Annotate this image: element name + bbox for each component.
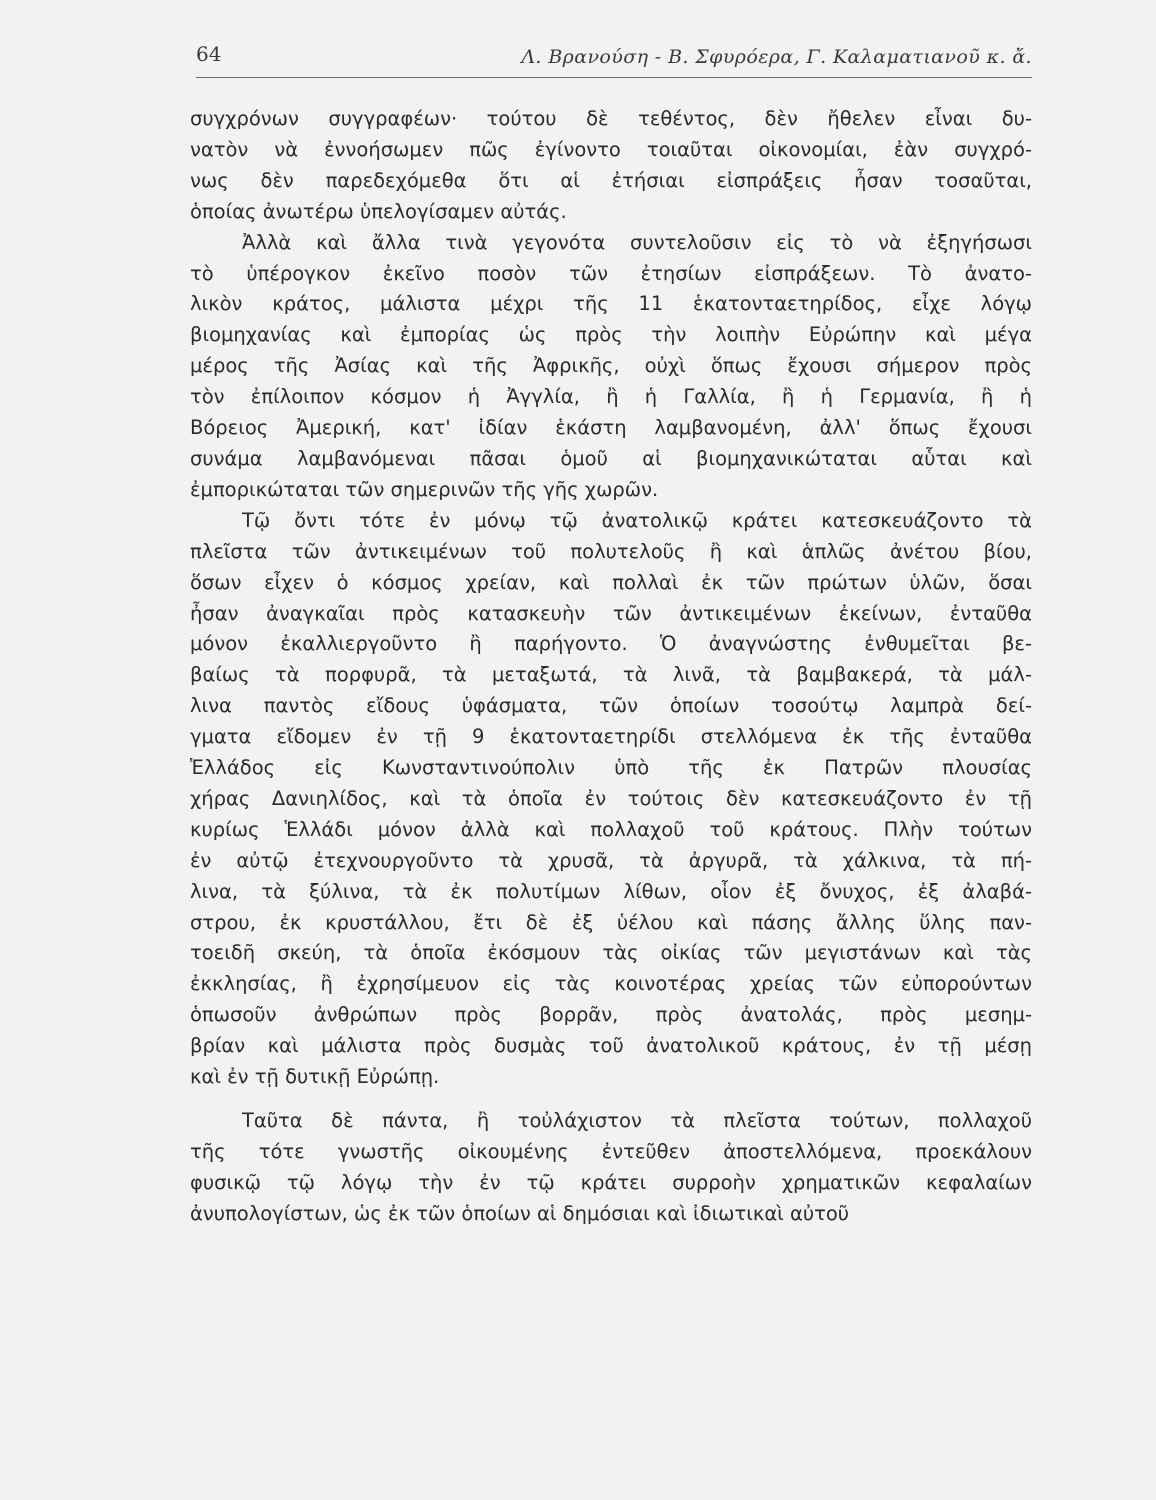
- text-line: τοειδῆ σκεύη, τὰ ὁποῖα ἐκόσμουν τὰς οἰκίας τῶν μεγιστάνων καὶ τὰς: [190, 941, 1032, 965]
- text-line: ὁποίας ἀνωτέρω ὑπελογίσαμεν αὐτάς.: [190, 199, 567, 223]
- text-line: τῆς τότε γνωστῆς οἰκουμένης ἐντεῦθεν ἀποστελλόμενα, προεκάλουν: [190, 1139, 1032, 1163]
- body-text: [190, 104, 1032, 1230]
- text-line: τὸν ἐπίλοιπον κόσμον ἡ Ἀγγλία, ἢ ἡ Γαλλία, ἢ ἡ Γερμανία, ἢ ἡ: [190, 385, 1032, 409]
- text-line: ὁπωσοῦν ἀνθρώπων πρὸς βορρᾶν, πρὸς ἀνατολάς, πρὸς μεσημ-: [190, 1003, 1032, 1027]
- text-line: νατὸν νὰ ἐννοήσωμεν πῶς ἐγίνοντο τοιαῦται οἰκονομίαι, ἐὰν συγχρό-: [190, 137, 1032, 161]
- text-line: μέρος τῆς Ἀσίας καὶ τῆς Ἀφρικῆς, οὐχὶ ὅπως ἔχουσι σήμερον πρὸς: [190, 354, 1032, 378]
- paragraph: [190, 1106, 1032, 1230]
- text-line: ἀνυπολογίστων, ὡς ἐκ τῶν ὁποίων αἱ δημόσιαι καὶ ἰδιωτικαὶ αὐτοῦ: [190, 1201, 850, 1225]
- paragraph: [190, 506, 1032, 1093]
- text-line: κυρίως Ἑλλάδι μόνον ἀλλὰ καὶ πολλαχοῦ τοῦ κράτους. Πλὴν τούτων: [190, 817, 1032, 841]
- header-rule: [196, 77, 1032, 78]
- page-number: 64: [196, 42, 222, 66]
- text-line: λινα παντὸς εἴδους ὑφάσματα, τῶν ὁποίων τοσούτῳ λαμπρὰ δεί-: [190, 694, 1032, 718]
- text-line: γματα εἴδομεν ἐν τῇ 9 ἑκατονταετηρίδι στελλόμενα ἐκ τῆς ἐνταῦθα: [190, 725, 1032, 749]
- text-line: Βόρειος Ἀμερική, κατ' ἰδίαν ἑκάστη λαμβανομένη, ἀλλ' ὅπως ἔχουσι: [190, 416, 1032, 440]
- text-line: νως δὲν παρεδεχόμεθα ὅτι αἱ ἐτήσιαι εἰσπράξεις ἦσαν τοσαῦται,: [190, 168, 1032, 192]
- text-line: ἐν αὐτῷ ἐτεχνουργοῦντο τὰ χρυσᾶ, τὰ ἀργυρᾶ, τὰ χάλκινα, τὰ πή-: [190, 848, 1032, 872]
- text-line: τὸ ὑπέρογκον ἐκεῖνο ποσὸν τῶν ἐτησίων εἰσπράξεων. Τὸ ἀνατο-: [190, 261, 1032, 285]
- text-line: συγχρόνων συγγραφέων· τούτου δὲ τεθέντος, δὲν ἤθελεν εἶναι δυ-: [190, 107, 1032, 130]
- text-line: καὶ ἐν τῇ δυτικῇ Εὐρώπῃ.: [190, 1065, 440, 1089]
- text-line: ἦσαν ἀναγκαῖαι πρὸς κατασκευὴν τῶν ἀντικειμένων ἐκείνων, ἐνταῦθα: [190, 601, 1032, 625]
- text-line: Ἑλλάδος εἰς Κωνσταντινούπολιν ὑπὸ τῆς ἐκ Πατρῶν πλουσίας: [190, 756, 1032, 780]
- text-line: στρου, ἐκ κρυστάλλου, ἔτι δὲ ἐξ ὑέλου καὶ πάσης ἄλλης ὕλης παν-: [190, 910, 1032, 934]
- text-line: ὅσων εἶχεν ὁ κόσμος χρείαν, καὶ πολλαὶ ἐκ τῶν πρώτων ὑλῶν, ὅσαι: [190, 570, 1032, 594]
- paragraph-gap: [190, 1093, 1032, 1106]
- text-line: Ἀλλὰ καὶ ἄλλα τινὰ γεγονότα συντελοῦσιν εἰς τὸ νὰ ἐξηγήσωσι: [242, 230, 1032, 254]
- text-line: βρίαν καὶ μάλιστα πρὸς δυσμὰς τοῦ ἀνατολικοῦ κράτους, ἐν τῇ μέσῃ: [190, 1034, 1032, 1058]
- text-line: βαίως τὰ πορφυρᾶ, τὰ μεταξωτά, τὰ λινᾶ, τὰ βαμβακερά, τὰ μάλ-: [190, 663, 1032, 687]
- text-line: πλεῖστα τῶν ἀντικειμένων τοῦ πολυτελοῦς ἢ καὶ ἁπλῶς ἀνέτου βίου,: [190, 539, 1032, 563]
- text-line: λινα, τὰ ξύλινα, τὰ ἐκ πολυτίμων λίθων, οἷον ἐξ ὄνυχος, ἐξ ἀλαβά-: [190, 879, 1032, 903]
- page-header: [196, 40, 1032, 80]
- text-line: φυσικῷ τῷ λόγῳ τὴν ἐν τῷ κράτει συρροὴν χρηματικῶν κεφαλαίων: [190, 1170, 1032, 1194]
- text-line: χήρας Δανιηλίδος, καὶ τὰ ὁποῖα ἐν τούτοις δὲν κατεσκευάζοντο ἐν τῇ: [190, 786, 1032, 810]
- text-line: Τῷ ὄντι τότε ἐν μόνῳ τῷ ἀνατολικῷ κράτει κατεσκευάζοντο τὰ: [242, 508, 1032, 532]
- text-line: λικὸν κράτος, μάλιστα μέχρι τῆς 11 ἑκατονταετηρίδος, εἶχε λόγῳ: [190, 292, 1032, 316]
- text-line: συνάμα λαμβανόμεναι πᾶσαι ὁμοῦ αἱ βιομηχανικώταται αὗται καὶ: [190, 446, 1032, 470]
- text-line: ἐμπορικώταται τῶν σημερινῶν τῆς γῆς χωρῶν.: [190, 477, 659, 501]
- paragraph: [190, 228, 1032, 506]
- running-head: Λ. Βρανούση - Β. Σφυρόερα, Γ. Καλαματιανοῦ κ. ἄ.: [521, 46, 1032, 68]
- text-line: μόνον ἐκαλλιεργοῦντο ἢ παρήγοντο. Ὁ ἀναγνώστης ἐνθυμεῖται βε-: [190, 632, 1032, 656]
- paragraph: [190, 104, 1032, 228]
- text-line: Ταῦτα δὲ πάντα, ἢ τοὐλάχιστον τὰ πλεῖστα τούτων, πολλαχοῦ: [242, 1109, 1032, 1132]
- text-line: βιομηχανίας καὶ ἐμπορίας ὡς πρὸς τὴν λοιπὴν Εὐρώπην καὶ μέγα: [190, 323, 1032, 347]
- text-line: ἐκκλησίας, ἢ ἐχρησίμευον εἰς τὰς κοινοτέρας χρείας τῶν εὐπορούντων: [190, 972, 1032, 996]
